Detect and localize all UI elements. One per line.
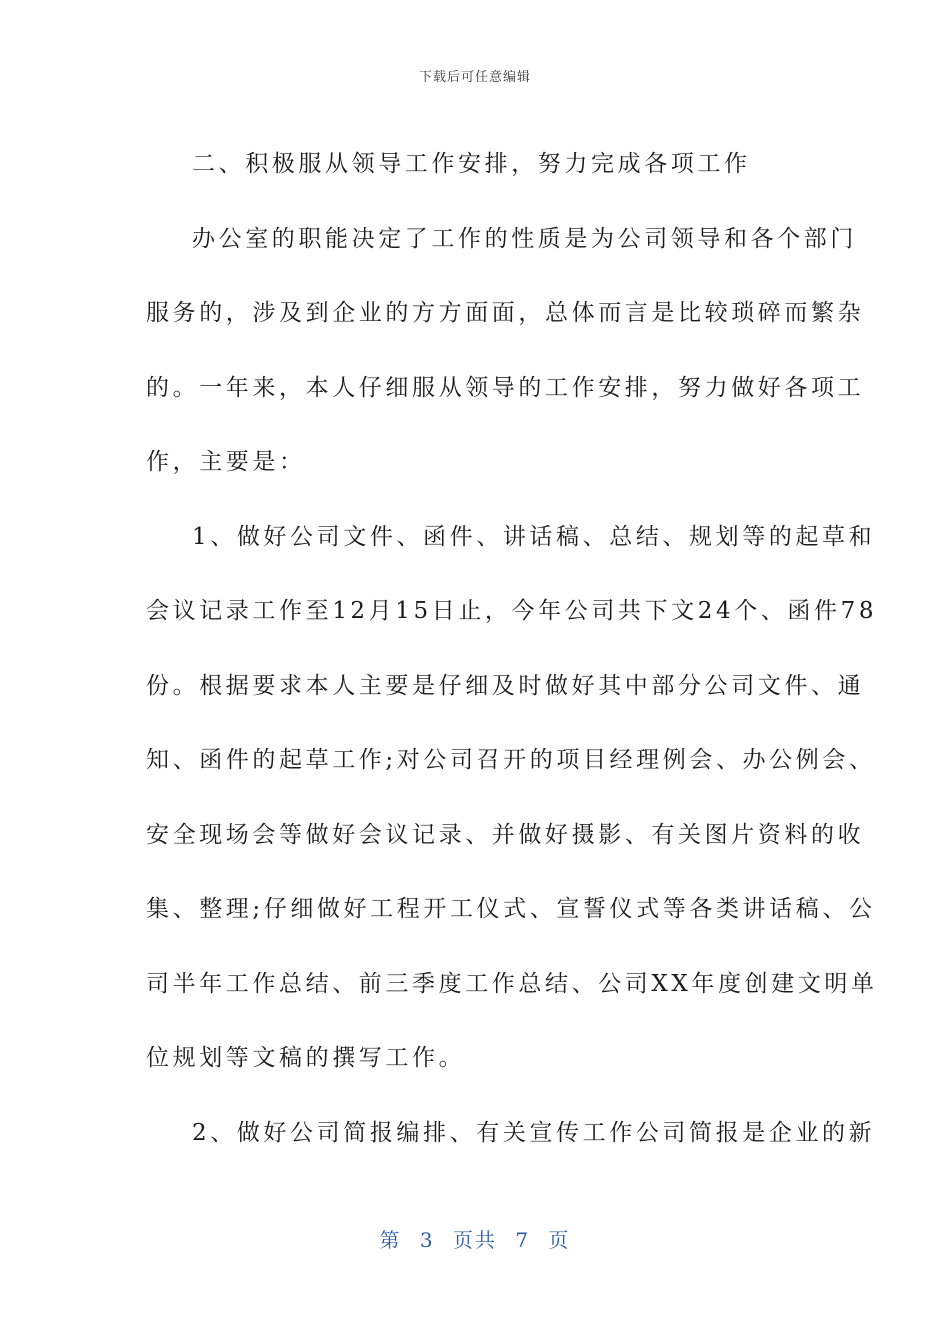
section-heading: 二、积极服从领导工作安排，努力完成各项工作: [192, 151, 751, 177]
paragraph-line: 作，主要是：: [146, 449, 306, 475]
paragraph-line: 位规划等文稿的撰写工作。: [146, 1045, 466, 1071]
paragraph-line: 知、函件的起草工作;对公司召开的项目经理例会、办公例会、: [146, 747, 876, 773]
paragraph-line: 服务的，涉及到企业的方方面面，总体而言是比较琐碎而繁杂: [146, 300, 865, 326]
paragraph-line: 办公室的职能决定了工作的性质是为公司领导和各个部门: [192, 225, 857, 252]
paragraph-line: 司半年工作总结、前三季度工作总结、公司XX年度创建文明单: [146, 970, 878, 997]
paragraph-line: 会议记录工作至12月15日止，今年公司共下文24个、函件78: [146, 598, 878, 624]
page-number: 第 3 页共 7 页: [379, 1228, 571, 1252]
paragraph-line: 的。一年来，本人仔细服从领导的工作安排，努力做好各项工: [146, 374, 865, 401]
paragraph-line: 安全现场会等做好会议记录、并做好摄影、有关图片资料的收: [146, 821, 865, 848]
document-body: [146, 127, 878, 1170]
paragraph-line: 1、做好公司文件、函件、讲话稿、总结、规划等的起草和: [192, 523, 876, 550]
paragraph-line: 集、整理;仔细做好工程开工仪式、宣誓仪式等各类讲话稿、公: [146, 896, 876, 922]
paragraph-line: 2、做好公司简报编排、有关宣传工作公司简报是企业的新: [192, 1119, 876, 1146]
page-header-note: 下载后可任意编辑: [418, 70, 531, 85]
paragraph-line: 份。根据要求本人主要是仔细及时做好其中部分公司文件、通: [146, 672, 865, 699]
